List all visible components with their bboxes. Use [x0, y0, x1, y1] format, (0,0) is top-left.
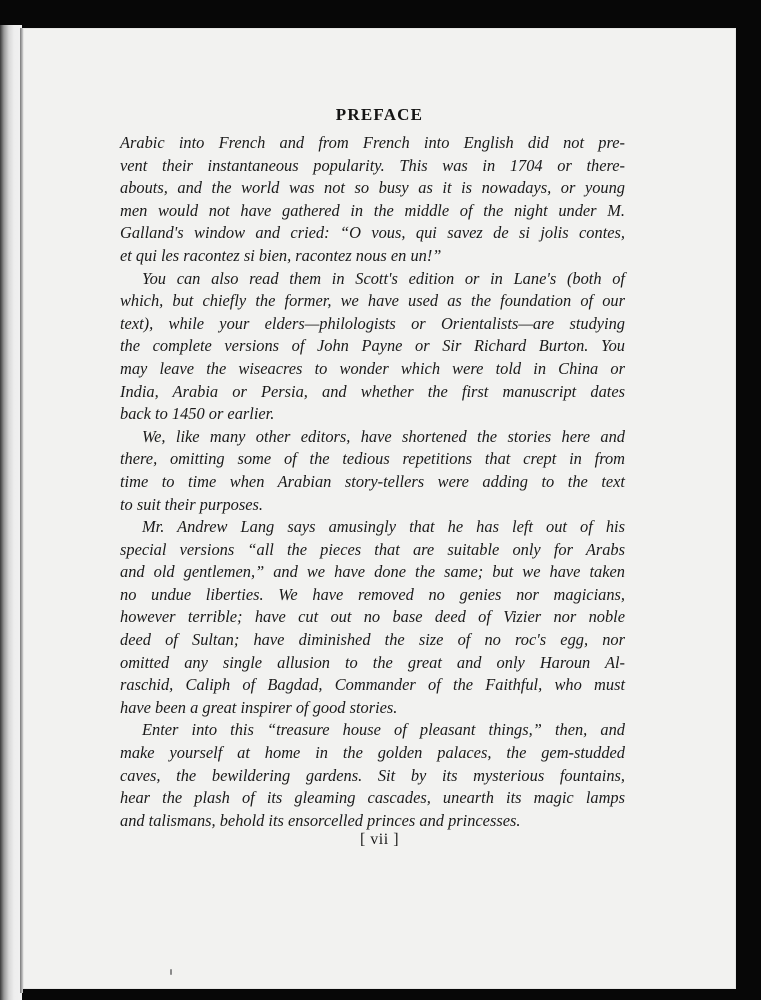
text-line: India, Arabia or Persia, and whether the first manuscript dates	[120, 381, 625, 401]
paragraph	[120, 426, 625, 516]
text-line: omitted any single allusion to the great and only Haroun Al-	[120, 652, 625, 672]
text-line: deed of Sultan; have diminished the size of no roc's egg, nor	[120, 630, 625, 650]
paper-blemish	[170, 969, 172, 975]
text-line: hear the plash of its gleaming cascades, unearth its magic lamps	[120, 788, 625, 808]
text-line: the complete versions of John Payne or Sir Richard Burton. You	[120, 336, 625, 356]
preface-body	[120, 132, 625, 832]
text-line: and talismans, behold its ensorcelled princes and princesses.	[120, 810, 521, 830]
text-line: Mr. Andrew Lang says amusingly that he has left out of his	[142, 517, 625, 537]
text-line: there, omitting some of the tedious repetitions that crept in from	[120, 449, 625, 469]
text-line: have been a great inspirer of good stories.	[120, 697, 398, 717]
text-line: vent their instantaneous popularity. This was in 1704 or there-	[120, 155, 625, 175]
text-line: men would not have gathered in the middle of the night under M.	[120, 200, 625, 220]
paragraph	[120, 132, 625, 268]
text-line: make yourself at home in the golden palaces, the gem-studded	[120, 743, 625, 763]
text-line: Galland's window and cried: “O vous, qui savez de si jolis contes,	[120, 223, 625, 243]
text-line: caves, the bewildering gardens. Sit by its mysterious fountains,	[120, 765, 625, 785]
text-line: et qui les racontez si bien, racontez nous en un!”	[120, 245, 442, 265]
paragraph	[120, 516, 625, 719]
book-page	[23, 28, 736, 989]
text-line: We, like many other editors, have shortened the stories here and	[142, 426, 625, 446]
text-line: abouts, and the world was not so busy as it is nowadays, or young	[120, 178, 625, 198]
text-line: Enter into this “treasure house of pleasant things,” then, and	[142, 720, 625, 740]
page-heading: PREFACE	[335, 105, 424, 124]
text-line: You can also read them in Scott's edition or in Lane's (both of	[142, 268, 625, 288]
text-line: however terrible; have cut out no base deed of Vizier nor noble	[120, 607, 625, 627]
text-line: no undue liberties. We have removed no genies nor magicians,	[120, 584, 625, 604]
text-line: special versions “all the pieces that are suitable only for Arabs	[120, 539, 625, 559]
page-number: [ vii ]	[359, 831, 400, 848]
paragraph	[120, 268, 625, 426]
text-line: may leave the wiseacres to wonder which were told in China or	[120, 358, 625, 378]
text-line: which, but chiefly the former, we have used as the foundation of our	[120, 291, 625, 311]
text-line: back to 1450 or earlier.	[120, 404, 275, 424]
text-line: to suit their purposes.	[120, 494, 263, 514]
text-line: and old gentlemen,” and we have done the same; but we have taken	[120, 562, 625, 582]
text-line: text), while your elders—philologists or Orientalists—are studying	[120, 313, 625, 333]
paragraph	[120, 719, 625, 832]
text-line: time to time when Arabian story-tellers were adding to the text	[120, 471, 625, 491]
text-line: Arabic into French and from French into English did not pre-	[120, 133, 625, 152]
book-gutter	[0, 25, 22, 1000]
text-line: raschid, Caliph of Bagdad, Commander of the Faithful, who must	[120, 675, 625, 695]
